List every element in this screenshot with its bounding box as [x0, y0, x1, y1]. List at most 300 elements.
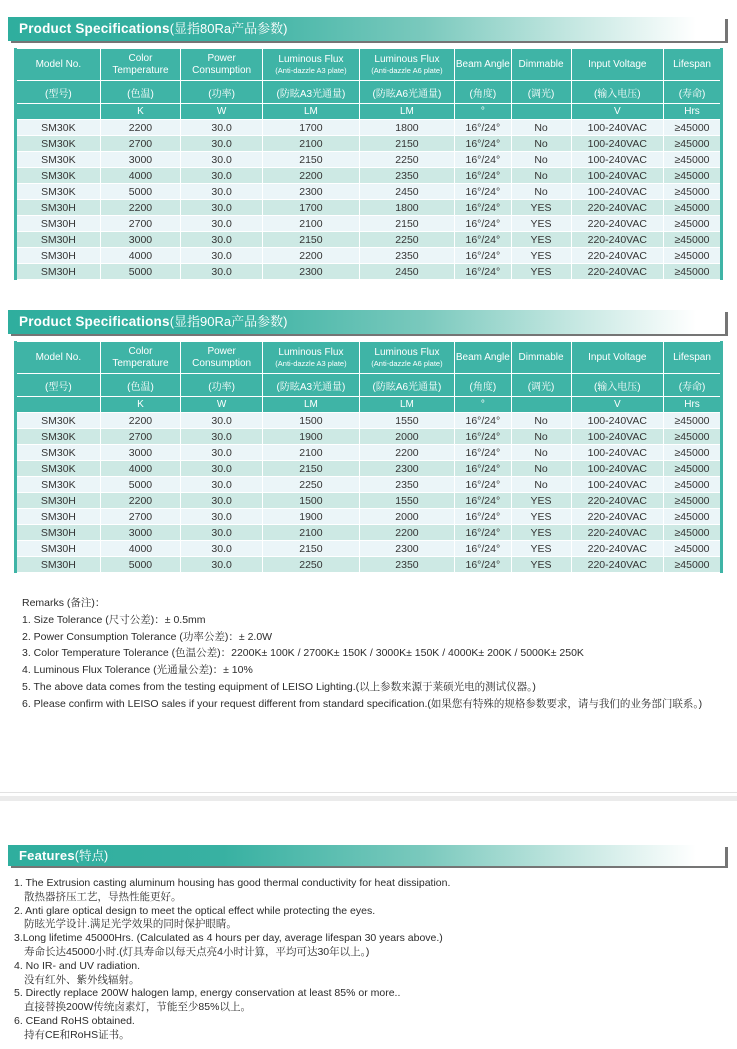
column-header-cn: (防眩A3光通量) [263, 374, 360, 397]
remarks-section [22, 595, 727, 713]
spec-table-row [16, 509, 722, 525]
spec-table-cell: 5000 [100, 477, 180, 493]
feature-item-en: 6. CEand RoHS obtained. [14, 1014, 135, 1027]
spec-table-cell: SM30K [16, 168, 101, 184]
column-header-unit [511, 104, 571, 120]
section-header-features [8, 845, 725, 866]
spec-table-cell: 220-240VAC [571, 557, 663, 573]
column-header-en: Lifespan [664, 342, 722, 374]
spec-table-cell: ≥45000 [664, 216, 722, 232]
spec-table-cell: ≥45000 [664, 461, 722, 477]
column-header-unit: Hrs [664, 104, 722, 120]
spec-table-cell: 30.0 [181, 429, 263, 445]
spec-table-cell: 2250 [359, 232, 454, 248]
spec-table-cell: 2100 [263, 216, 360, 232]
spec-table-cell: 2100 [263, 525, 360, 541]
spec-table-cell: SM30K [16, 429, 101, 445]
spec-table-cell: ≥45000 [664, 541, 722, 557]
spec-table-cell: 2200 [263, 168, 360, 184]
spec-table-cell: 1900 [263, 429, 360, 445]
spec-table-cell: 3000 [100, 232, 180, 248]
spec-table-cell: ≥45000 [664, 429, 722, 445]
spec-table-row [16, 168, 722, 184]
spec-table-cell: 16°/24° [455, 509, 511, 525]
section-title-cn: (显指90Ra产品参数) [169, 314, 288, 329]
column-header-en-sub: (Anti-dazzle A6 plate) [371, 359, 443, 368]
column-header-cn: (功率) [181, 374, 263, 397]
spec-table-cell: YES [511, 541, 571, 557]
column-header-unit: LM [263, 397, 360, 413]
spec-table-cell: YES [511, 493, 571, 509]
column-header-unit: V [571, 104, 663, 120]
column-header-unit: Hrs [664, 397, 722, 413]
column-header-en: Model No. [16, 49, 101, 81]
remarks-item: 4. Luminous Flux Tolerance (光通量公差)：± 10% [22, 664, 253, 677]
spec-table-cell: 16°/24° [455, 168, 511, 184]
spec-table-cell: 30.0 [181, 445, 263, 461]
spec-table-cell: ≥45000 [664, 184, 722, 200]
spec-table-cell: YES [511, 232, 571, 248]
spec-table-cell: 30.0 [181, 200, 263, 216]
spec-table-cell: YES [511, 248, 571, 264]
spec-table-cell: 30.0 [181, 557, 263, 573]
column-header-cn: (防眩A6光通量) [359, 374, 454, 397]
spec-table-cell: ≥45000 [664, 509, 722, 525]
spec-table-row [16, 136, 722, 152]
feature-item-en: 4. No IR- and UV radiation. [14, 959, 141, 972]
spec-table-row [16, 525, 722, 541]
spec-table-row [16, 557, 722, 573]
spec-table-cell: 30.0 [181, 477, 263, 493]
spec-table-cell: SM30K [16, 120, 101, 136]
spec-table-cell: 2150 [263, 152, 360, 168]
spec-table-80ra-body [16, 120, 722, 280]
features-section [14, 877, 729, 1043]
section-header-spec90 [8, 310, 725, 334]
spec-table-90ra-body [16, 413, 722, 573]
spec-table-cell: YES [511, 509, 571, 525]
spec-table-cell: 30.0 [181, 413, 263, 429]
spec-table-cell: 30.0 [181, 525, 263, 541]
spec-table-cell: 4000 [100, 461, 180, 477]
spec-table-cell: 2250 [263, 477, 360, 493]
column-header-en: Lifespan [664, 49, 722, 81]
section-title-en: Product Specifications [19, 21, 170, 36]
column-header-en: Beam Angle [455, 342, 511, 374]
column-header-unit: LM [359, 104, 454, 120]
spec-table-cell: 5000 [100, 264, 180, 280]
column-header-cn: (色温) [100, 81, 180, 104]
spec-table-cell: 30.0 [181, 248, 263, 264]
spec-table-row [16, 413, 722, 429]
spec-table-row [16, 120, 722, 136]
spec-table-cell: 220-240VAC [571, 216, 663, 232]
spec-table-cell: 220-240VAC [571, 248, 663, 264]
feature-item-cn: 没有红外、紫外线辐射。 [24, 973, 140, 986]
spec-table-cell: 2150 [359, 136, 454, 152]
column-header-en: Luminous Flux (Anti-dazzle A3 plate) [263, 342, 360, 374]
spec-table-row [16, 264, 722, 280]
column-header-en: Power Consumption [181, 342, 263, 374]
feature-item [14, 960, 729, 988]
column-header-unit: K [100, 397, 180, 413]
column-header-cn: (寿命) [664, 374, 722, 397]
spec-table-cell: SM30K [16, 477, 101, 493]
spec-table-cell: ≥45000 [664, 493, 722, 509]
spec-table-row [16, 477, 722, 493]
spec-table-cell: ≥45000 [664, 525, 722, 541]
spec-table-cell: 16°/24° [455, 413, 511, 429]
spec-table-row [16, 248, 722, 264]
column-header-cn: (调光) [511, 374, 571, 397]
spec-table-cell: 30.0 [181, 120, 263, 136]
spec-table-cell: 4000 [100, 168, 180, 184]
spec-table-cell: 16°/24° [455, 232, 511, 248]
spec-table-cell: 220-240VAC [571, 541, 663, 557]
spec-table-cell: 30.0 [181, 152, 263, 168]
spec-table-cell: 30.0 [181, 461, 263, 477]
spec-table-row [16, 461, 722, 477]
spec-table-cell: 2300 [263, 264, 360, 280]
column-header-unit: ° [455, 397, 511, 413]
column-header-en: Input Voltage [571, 49, 663, 81]
spec-table-cell: ≥45000 [664, 152, 722, 168]
spec-table-cell: 100-240VAC [571, 477, 663, 493]
spec-table-cell: 220-240VAC [571, 493, 663, 509]
section-title-en: Product Specifications [19, 314, 170, 329]
spec-table-row [16, 445, 722, 461]
column-header-cn: (功率) [181, 81, 263, 104]
spec-table-cell: 2300 [359, 461, 454, 477]
spec-table-cell: 100-240VAC [571, 152, 663, 168]
spec-table-cell: 100-240VAC [571, 120, 663, 136]
column-header-cn: (角度) [455, 81, 511, 104]
feature-item-cn: 散热器挤压工艺，导热性能更好。 [24, 890, 182, 903]
spec-table-cell: 16°/24° [455, 184, 511, 200]
spec-table-cell: ≥45000 [664, 413, 722, 429]
spec-table-cell: 1700 [263, 120, 360, 136]
spec-table-cell: SM30K [16, 461, 101, 477]
spec-table-cell: 1900 [263, 509, 360, 525]
spec-table-cell: 16°/24° [455, 248, 511, 264]
spec-table-cell: No [511, 413, 571, 429]
spec-table-cell: SM30H [16, 232, 101, 248]
spec-table-cell: YES [511, 216, 571, 232]
spec-table-cell: 5000 [100, 557, 180, 573]
spec-table-cell: No [511, 120, 571, 136]
column-header-unit: LM [263, 104, 360, 120]
spec-table-cell: 220-240VAC [571, 232, 663, 248]
spec-table-cell: 16°/24° [455, 541, 511, 557]
spec-table-cell: 1550 [359, 413, 454, 429]
spec-table-cell: 2200 [100, 120, 180, 136]
spec-table-cell: No [511, 136, 571, 152]
spec-table-cell: SM30H [16, 200, 101, 216]
spec-table-cell: 2350 [359, 557, 454, 573]
spec-table-cell: 16°/24° [455, 216, 511, 232]
feature-item-en: 5. Directly replace 200W halogen lamp, energy conservation at least 85% or more.. [14, 987, 401, 1000]
spec-table-cell: 2200 [263, 248, 360, 264]
spec-table-cell: 100-240VAC [571, 413, 663, 429]
spec-table-cell: ≥45000 [664, 264, 722, 280]
spec-table-cell: SM30H [16, 541, 101, 557]
spec-table-cell: 4000 [100, 541, 180, 557]
spec-table-cell: 100-240VAC [571, 184, 663, 200]
spec-table-cell: 100-240VAC [571, 168, 663, 184]
column-header-cn: (调光) [511, 81, 571, 104]
column-header-en: Power Consumption [181, 49, 263, 81]
column-header-en: Luminous Flux (Anti-dazzle A6 plate) [359, 49, 454, 81]
spec-table-90ra-header [16, 342, 722, 413]
section-title-cn: (特点) [74, 849, 109, 863]
spec-table-cell: 2700 [100, 216, 180, 232]
spec-table-row [16, 232, 722, 248]
spec-table-cell: 2150 [359, 216, 454, 232]
spec-table-row [16, 184, 722, 200]
column-header-cn: (防眩A3光通量) [263, 81, 360, 104]
feature-item-cn: 寿命长达45000小时.(灯具寿命以每天点亮4小时计算，平均可达30年以上。) [24, 945, 370, 958]
spec-table-90ra [14, 341, 723, 573]
spec-table-cell: 16°/24° [455, 461, 511, 477]
spec-table-cell: 100-240VAC [571, 445, 663, 461]
remarks-items [22, 612, 727, 713]
section-title-en: Features [19, 848, 75, 863]
spec-table-row [16, 216, 722, 232]
spec-table-cell: 2200 [359, 525, 454, 541]
spec-table-80ra [14, 48, 723, 280]
spec-table-cell: 2350 [359, 168, 454, 184]
column-header-unit [16, 104, 101, 120]
spec-table-cell: SM30K [16, 445, 101, 461]
spec-table-cell: 1800 [359, 200, 454, 216]
column-header-en: Model No. [16, 342, 101, 374]
column-header-en: Luminous Flux (Anti-dazzle A3 plate) [263, 49, 360, 81]
spec-table-cell: 100-240VAC [571, 461, 663, 477]
spec-table-cell: ≥45000 [664, 557, 722, 573]
column-header-en-sub: (Anti-dazzle A6 plate) [371, 66, 443, 75]
feature-item-en: 3.Long lifetime 45000Hrs. (Calculated as 4 hours per day, average lifespan 30 years above.) [14, 932, 443, 945]
spec-table-cell: 30.0 [181, 184, 263, 200]
spec-table-cell: 2200 [100, 413, 180, 429]
spec-table-cell: 2150 [263, 232, 360, 248]
spec-table-cell: No [511, 445, 571, 461]
page-divider-band [0, 796, 737, 801]
spec-table-cell: 2450 [359, 184, 454, 200]
spec-table-80ra-header [16, 49, 722, 120]
spec-table-cell: ≥45000 [664, 445, 722, 461]
spec-table-cell: 30.0 [181, 232, 263, 248]
spec-table-cell: 2000 [359, 509, 454, 525]
spec-table-cell: No [511, 477, 571, 493]
spec-table-cell: 16°/24° [455, 120, 511, 136]
spec-table-cell: 2350 [359, 477, 454, 493]
spec-table-cell: 2200 [100, 200, 180, 216]
section-title-cn: (显指80Ra产品参数) [169, 21, 288, 36]
remarks-item: 3. Color Temperature Tolerance (色温公差)：2200K± 100K / 2700K± 150K / 3000K± 150K / 4000K± 200K / 5000K± 250K [22, 647, 584, 660]
feature-item [14, 932, 729, 960]
spec-table-cell: 2700 [100, 136, 180, 152]
remarks-item: 5. The above data comes from the testing equipment of LEISO Lighting.(以上参数来源于莱硕光电的测试仪器。) [22, 680, 536, 693]
spec-table-cell: 5000 [100, 184, 180, 200]
spec-table-cell: ≥45000 [664, 232, 722, 248]
spec-table-cell: 1500 [263, 413, 360, 429]
spec-table-cell: 2150 [263, 541, 360, 557]
spec-table-cell: SM30H [16, 264, 101, 280]
spec-table-cell: 30.0 [181, 493, 263, 509]
remarks-heading: Remarks (备注)： [22, 597, 106, 609]
spec-table-cell: ≥45000 [664, 248, 722, 264]
spec-table-cell: ≥45000 [664, 477, 722, 493]
spec-table-cell: SM30K [16, 413, 101, 429]
column-header-cn: (输入电压) [571, 374, 663, 397]
spec-table-cell: 2250 [263, 557, 360, 573]
spec-table-cell: 220-240VAC [571, 509, 663, 525]
spec-table-row [16, 541, 722, 557]
spec-table-cell: 220-240VAC [571, 200, 663, 216]
column-header-cn: (色温) [100, 374, 180, 397]
spec-table-cell: 4000 [100, 248, 180, 264]
remarks-item: 6. Please confirm with LEISO sales if your request different from standard specification.(如果您有特殊的规格参数要求，请与我们的业务部门联系。) [22, 697, 703, 710]
spec-table-cell: ≥45000 [664, 120, 722, 136]
spec-table-cell: YES [511, 557, 571, 573]
spec-table-cell: 30.0 [181, 136, 263, 152]
spec-table-cell: 2100 [263, 136, 360, 152]
spec-table-cell: 2200 [359, 445, 454, 461]
spec-table-cell: 16°/24° [455, 136, 511, 152]
column-header-unit [16, 397, 101, 413]
column-header-en: Color Temperature [100, 49, 180, 81]
column-header-cn: (型号) [16, 374, 101, 397]
column-header-unit: W [181, 397, 263, 413]
column-header-en: Dimmable [511, 49, 571, 81]
spec-table-cell: 2350 [359, 248, 454, 264]
column-header-en-sub: (Anti-dazzle A3 plate) [275, 359, 347, 368]
spec-table-cell: 16°/24° [455, 493, 511, 509]
spec-table-cell: SM30H [16, 248, 101, 264]
section-header-spec80 [8, 17, 725, 41]
spec-table-cell: 2700 [100, 429, 180, 445]
spec-table-row [16, 493, 722, 509]
column-header-cn: (寿命) [664, 81, 722, 104]
spec-table-cell: 2200 [100, 493, 180, 509]
spec-table-cell: 2000 [359, 429, 454, 445]
column-header-en: Color Temperature [100, 342, 180, 374]
feature-item-cn: 持有CE和RoHS证书。 [24, 1028, 130, 1041]
column-header-unit: ° [455, 104, 511, 120]
spec-table-cell: SM30H [16, 525, 101, 541]
spec-table-cell: 2300 [263, 184, 360, 200]
spec-table-cell: 2250 [359, 152, 454, 168]
spec-table-row [16, 152, 722, 168]
spec-table-cell: YES [511, 525, 571, 541]
spec-table-cell: 1800 [359, 120, 454, 136]
spec-table-cell: 3000 [100, 445, 180, 461]
spec-table-cell: 16°/24° [455, 200, 511, 216]
spec-table-cell: 100-240VAC [571, 136, 663, 152]
spec-table-cell: SM30H [16, 509, 101, 525]
spec-table-cell: No [511, 429, 571, 445]
column-header-unit: W [181, 104, 263, 120]
spec-table-cell: SM30K [16, 136, 101, 152]
spec-table-cell: 30.0 [181, 541, 263, 557]
column-header-en-sub: (Anti-dazzle A3 plate) [275, 66, 347, 75]
column-header-cn: (角度) [455, 374, 511, 397]
spec-table-cell: 2300 [359, 541, 454, 557]
remarks-item: 1. Size Tolerance (尺寸公差)：± 0.5mm [22, 613, 206, 626]
feature-item [14, 905, 729, 933]
feature-item-en: 1. The Extrusion casting aluminum housing has good thermal conductivity for heat dissipation. [14, 877, 451, 889]
column-header-en: Beam Angle [455, 49, 511, 81]
spec-table-cell: 220-240VAC [571, 264, 663, 280]
column-header-cn: (输入电压) [571, 81, 663, 104]
spec-table-cell: SM30H [16, 493, 101, 509]
spec-table-cell: ≥45000 [664, 136, 722, 152]
spec-table-cell: 1700 [263, 200, 360, 216]
spec-table-cell: 2450 [359, 264, 454, 280]
spec-table-cell: 3000 [100, 525, 180, 541]
remarks-item: 2. Power Consumption Tolerance (功率公差)：± 2.0W [22, 630, 273, 643]
spec-table-cell: 30.0 [181, 509, 263, 525]
spec-table-cell: 16°/24° [455, 525, 511, 541]
spec-table-cell: No [511, 461, 571, 477]
spec-table-cell: YES [511, 200, 571, 216]
column-header-unit: K [100, 104, 180, 120]
spec-table-cell: 30.0 [181, 168, 263, 184]
spec-table-cell: ≥45000 [664, 200, 722, 216]
spec-table-cell: YES [511, 264, 571, 280]
spec-table-cell: SM30H [16, 216, 101, 232]
column-header-unit: V [571, 397, 663, 413]
spec-table-cell: 30.0 [181, 264, 263, 280]
spec-table-cell: SM30H [16, 557, 101, 573]
spec-table-cell: ≥45000 [664, 168, 722, 184]
spec-table-cell: 2150 [263, 461, 360, 477]
spec-table-cell: 1550 [359, 493, 454, 509]
column-header-en: Luminous Flux (Anti-dazzle A6 plate) [359, 342, 454, 374]
spec-table-cell: 16°/24° [455, 557, 511, 573]
column-header-cn: (型号) [16, 81, 101, 104]
spec-table-cell: 2700 [100, 509, 180, 525]
column-header-en: Input Voltage [571, 342, 663, 374]
spec-table-cell: 16°/24° [455, 152, 511, 168]
column-header-unit [511, 397, 571, 413]
spec-table-row [16, 200, 722, 216]
feature-item [14, 987, 729, 1015]
spec-table-cell: 16°/24° [455, 429, 511, 445]
spec-table-cell: 16°/24° [455, 264, 511, 280]
feature-item-cn: 防眩光学设计.满足光学效果的同时保护眼睛。 [24, 918, 237, 931]
spec-table-row [16, 429, 722, 445]
spec-table-cell: No [511, 168, 571, 184]
page-divider-line [0, 792, 737, 793]
column-header-unit: LM [359, 397, 454, 413]
spec-table-cell: SM30K [16, 184, 101, 200]
spec-table-cell: 16°/24° [455, 477, 511, 493]
spec-table-cell: 100-240VAC [571, 429, 663, 445]
column-header-cn: (防眩A6光通量) [359, 81, 454, 104]
spec-table-cell: 16°/24° [455, 445, 511, 461]
spec-table-cell: No [511, 152, 571, 168]
spec-table-cell: 220-240VAC [571, 525, 663, 541]
spec-table-cell: 30.0 [181, 216, 263, 232]
feature-item-en: 2. Anti glare optical design to meet the optical effect while protecting the eyes. [14, 904, 376, 917]
spec-table-cell: No [511, 184, 571, 200]
feature-item-cn: 直接替换200W传统卤素灯，节能至少85%以上。 [24, 1001, 251, 1014]
column-header-en: Dimmable [511, 342, 571, 374]
spec-table-cell: 1500 [263, 493, 360, 509]
spec-table-cell: SM30K [16, 152, 101, 168]
spec-table-cell: 3000 [100, 152, 180, 168]
